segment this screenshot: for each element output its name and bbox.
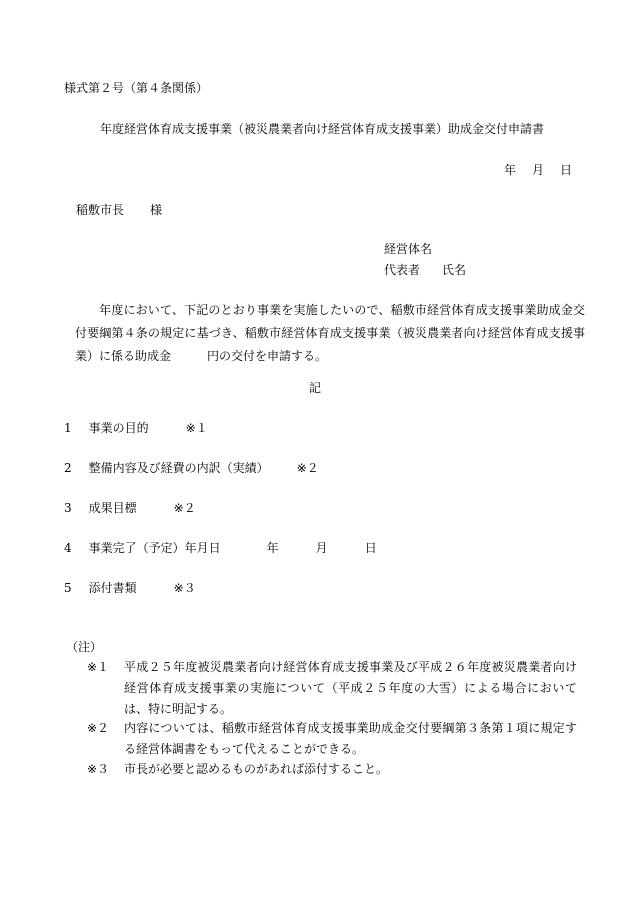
note-mark: ※１ [87,660,110,674]
note-mark: ※３ [87,762,110,776]
body-text-part2: 円の交付を申請する。 [207,349,328,363]
item-note-ref: ※２ [173,501,196,515]
item-3 [64,502,196,514]
item-2 [64,462,319,474]
representative-label: 代表者 [384,263,421,277]
item-note-ref: ※３ [173,581,196,595]
addressee-honorific: 様 [150,203,163,217]
item-label: 添付書類 [88,581,137,595]
form-title: 年度経営体育成支援事業（被災農業者向け経営体育成支援事業）助成金交付申請書 [100,122,545,136]
note-text: 平成２５年度被災農業者向け経営体育成支援事業及び平成２６年度被災農業者向け経営体育成支援事業の実施について（平成２５年度の大雪）による場合においては、特に明記する。 [124,660,577,716]
item-year-label: 年 [266,541,279,555]
item-day-label: 日 [364,541,377,555]
date-line [504,164,572,176]
item-number: 2 [64,461,72,475]
date-year-label: 年 [504,163,517,177]
note-text: 市長が必要と認めるものがあれば添付すること。 [124,762,389,776]
date-month-label: 月 [532,163,545,177]
addressee [76,204,162,216]
note-1 [87,657,577,720]
item-month-label: 月 [315,541,328,555]
item-5 [64,582,196,594]
item-number: 5 [64,581,72,595]
date-day-label: 日 [560,163,573,177]
form-number: 様式第２号（第４条関係） [64,81,209,95]
note-2 [87,718,577,760]
item-label: 事業の目的 [88,421,149,435]
note-3 [87,759,577,780]
application-body [75,299,585,368]
note-text: 内容については、稲敷市経営体育成支援事業助成金交付要綱第３条第１項に規定する経営体調書をもって代えることができる。 [124,721,577,756]
notes-header: （注） [66,640,103,654]
item-note-ref: ※１ [185,421,208,435]
body-text-part1: 年度において、下記のとおり事業を実施したいので、稲敷市経営体育成支援事業助成金交付要綱第４条の規定に基づき、稲敷市経営体育成支援事業（被災農業者向け経営体育成支援事業）に係る助成金 [75,303,585,363]
item-note-ref: ※２ [296,461,319,475]
item-label: 整備内容及び経費の内訳（実績） [88,461,269,475]
item-number: 1 [64,421,72,435]
item-4 [64,542,377,554]
note-mark: ※２ [87,721,110,735]
item-label: 事業完了（予定）年月日 [88,541,221,555]
ki-heading: 記 [309,381,322,395]
item-number: 4 [64,541,72,555]
item-number: 3 [64,501,72,515]
representative-name-label: 氏名 [442,263,467,277]
applicant-representative [384,264,466,276]
item-label: 成果目標 [88,501,137,515]
applicant-entity-label: 経営体名 [384,242,433,256]
addressee-name: 稲敷市長 [76,203,125,217]
item-1 [64,422,208,434]
